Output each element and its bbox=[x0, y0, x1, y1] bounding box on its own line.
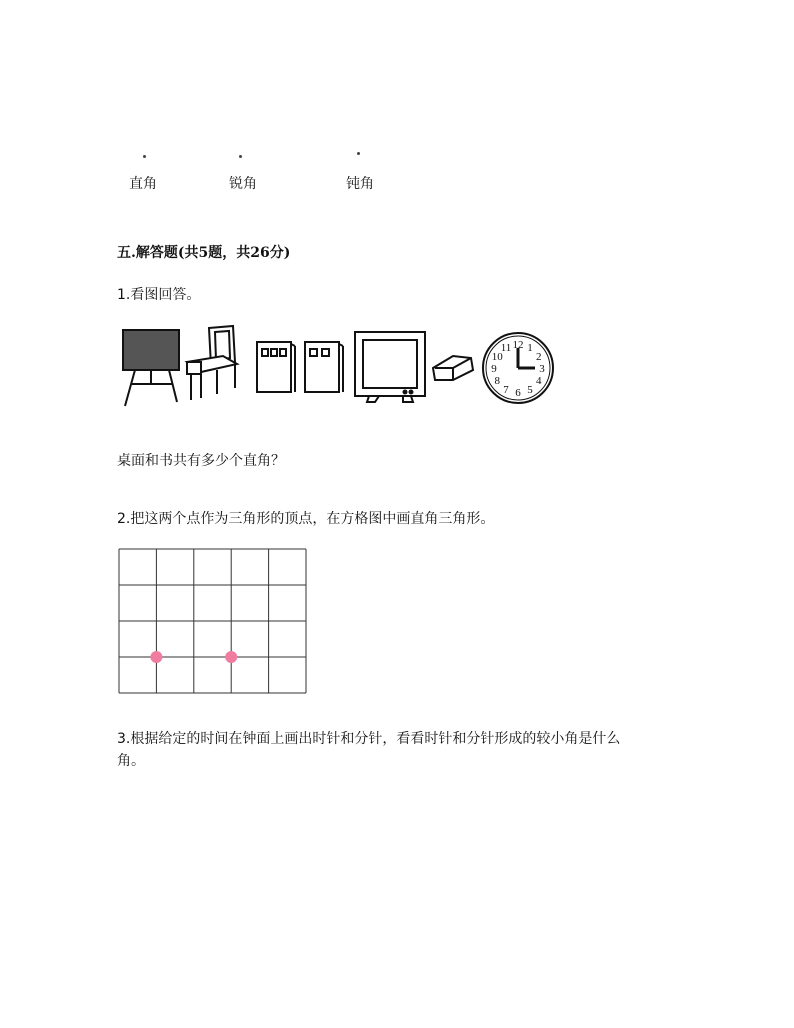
book-icon-2 bbox=[305, 342, 343, 392]
angle-dot-right bbox=[143, 155, 146, 158]
clock-number-6: 6 bbox=[515, 387, 521, 399]
eraser-icon bbox=[433, 356, 473, 380]
question-1: 1.看图回答。 bbox=[117, 287, 201, 303]
blackboard-easel-icon bbox=[123, 330, 179, 406]
question-2: 2.把这两个点作为三角形的顶点，在方格图中画直角三角形。 bbox=[117, 511, 495, 527]
clock-number-2: 2 bbox=[536, 351, 542, 363]
question-3-line2: 角。 bbox=[117, 753, 145, 769]
book-icon-1 bbox=[257, 342, 295, 392]
clock-number-7: 7 bbox=[503, 383, 509, 396]
clock-number-1: 1 bbox=[527, 342, 533, 355]
angle-dot-acute bbox=[239, 155, 242, 158]
vertex-point-1 bbox=[150, 651, 162, 663]
clock-number-8: 8 bbox=[494, 375, 500, 387]
question-1-sub: 桌面和书共有多少个直角？ bbox=[117, 453, 285, 469]
clock-number-11: 11 bbox=[500, 342, 512, 355]
angle-label-obtuse: 钝角 bbox=[346, 176, 374, 192]
vertex-point-2 bbox=[225, 651, 237, 663]
question-3-line1: 3.根据给定的时间在钟面上画出时针和分针，看看时针和分针形成的较小角是什么 bbox=[117, 731, 621, 747]
clock-number-5: 5 bbox=[527, 383, 533, 396]
square-grid[interactable] bbox=[118, 548, 308, 694]
clock-number-3: 3 bbox=[539, 363, 545, 375]
angle-dot-obtuse bbox=[357, 152, 360, 155]
monitor-icon bbox=[355, 332, 425, 402]
clock-icon bbox=[483, 333, 553, 403]
question-3 bbox=[117, 728, 620, 772]
objects-illustration bbox=[117, 322, 557, 410]
clock-number-9: 9 bbox=[491, 363, 497, 375]
section-title: 五.解答题(共5题，共26分) bbox=[117, 245, 291, 261]
clock-number-4: 4 bbox=[536, 375, 542, 387]
clock-number-12: 12 bbox=[512, 339, 524, 351]
clock-number-10: 10 bbox=[491, 351, 503, 363]
angle-label-right: 直角 bbox=[129, 176, 157, 192]
angle-label-acute: 锐角 bbox=[229, 176, 257, 192]
chair-icon bbox=[187, 326, 237, 400]
